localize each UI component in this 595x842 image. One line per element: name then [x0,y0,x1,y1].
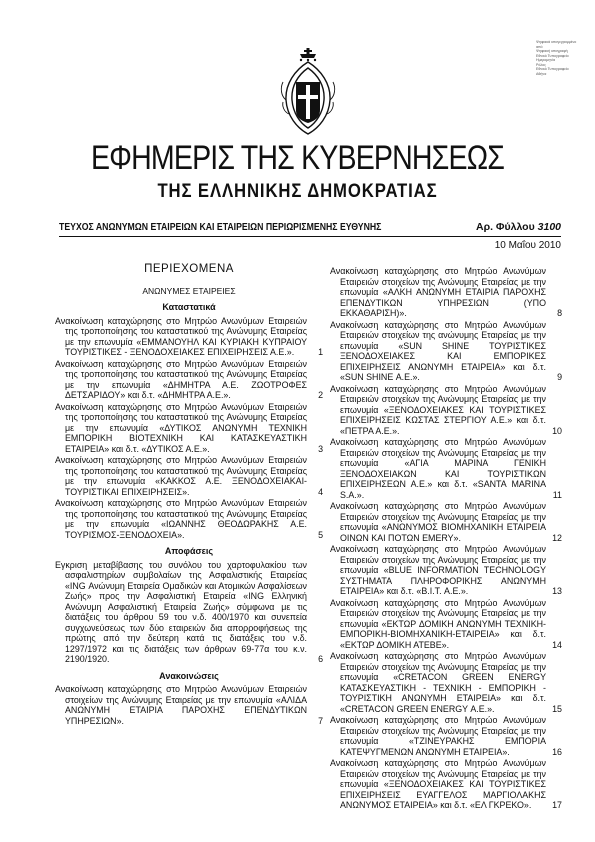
stamp-line: Εθνικό Τυπογραφείο [536,67,569,71]
contents-left-column [55,264,323,727]
entry-text: Ανακοίνωση καταχώρησης στο Μητρώο Ανωνύμων Εταιρειών στοιχείων της Ανώνυμης Εταιρείας με την επωνυμία «CRETACON GREEN ENERGY ΚΑΤΑΣΚΕΥΑΣΤΙΚΗ - ΤΕΧΝΙΚΗ - ΕΜΠΟΡΙΚΗ - ΤΟΥΡΙΣΤΙΚΗ ΑΝΩΝΥΜΗ ΕΤΑΙΡΕΙΑ» και δ.τ. «CRETACON GREEN ENERGY Α.Ε.». [330,651,546,714]
entry-page: 9 [557,372,562,382]
subsection-heading: Καταστατικά [162,302,216,312]
entry-page: 11 [552,489,562,500]
contents-entry[interactable] [330,715,562,757]
contents-entry[interactable] [55,455,323,497]
entry-text: Ανακοίνωση καταχώρησης στο Μητρώο Ανωνύμων Εταιρειών της τροποποίησης του καταστατικού της Ανώνυμης Εταιρείας με την επωνυμία «ΙΩΑΝΝΗΣ ΘΕΟΔΩΡΑΚΗΣ Α.Ε. ΤΟΥΡΙΣΜΟΣ-ΞΕΝΟΔΟΧΕΙΑ». [55,498,307,540]
contents-entry[interactable] [55,316,323,358]
entry-text: Ανακοίνωση καταχώρησης στο Μητρώο Ανωνύμων Εταιρειών στοιχείων της Ανώνυμης Εταιρείας με την επωνυμία «ΕΚΤΩΡ ΔΟΜΙΚΗ ΑΝΩΝΥΜΗ ΤΕΧΝΙΚΗ-ΕΜΠΟΡΙΚΗ-ΒΙΟΜΗΧΑΝΙΚΗ-ΕΤΑΙΡΕΙΑ» και δ.τ. «ΕΚΤΩΡ ΔΟΜΙΚΗ ΑΤΕΒΕ». [330,597,546,650]
section-heading: ΑΝΩΝΥΜΕΣ ΕΤΑΙΡΕΙΕΣ [142,285,236,296]
entry-page: 2 [318,390,323,400]
contents-entry[interactable] [330,544,562,597]
gazette-title: ΕΦΗΜΕΡΙΣ ΤΗΣ ΚΥΒΕΡΝΗΣΕΩΣ [90,139,505,177]
contents-entry[interactable] [330,266,562,319]
stamp-line: από [536,44,543,49]
entry-page: 5 [318,529,323,540]
entry-page: 7 [318,715,323,726]
issue-header [59,221,561,235]
stamp-line: Ψηφιακά υπογεγραμμένο [536,40,577,44]
contents-entry[interactable] [55,359,323,401]
entry-page: 10 [552,425,562,436]
entry-text: Ανακοίνωση καταχώρησης στο Μητρώο Ανωνύμων Εταιρειών στοιχείων της Ανώνυμης Εταιρείας με την επωνυμία «ΑΛΙΔΑ ΑΝΩΝΥΜΗ ΕΤΑΙΡΙΑ ΠΑΡΟΧΗΣ ΕΠΕΝΔΥΤΙΚΩΝ ΥΠΗΡΕΣΙΩΝ». [55,684,307,726]
contents-entry[interactable] [55,402,323,455]
entry-page: 12 [552,532,562,543]
entry-text: Ανακοίνωση καταχώρησης στο Μητρώο Ανωνύμων Εταιρειών στοιχείων της Ανώνυμης Εταιρείας με την επωνυμία «ΞΕΝΟΔΟΧΕΙΑΚΕΣ ΚΑΙ ΤΟΥΡΙΣΤΙΚΕΣ ΕΠΙΧΕΙΡΗΣΕΙΣ ΕΥΑΓΓΕΛΟΣ ΜΑΡΓΙΟΛΑΚΗΣ ΑΝΩΝΥΜΟΣ ΕΤΑΙΡΕΙΑ» και δ.τ. «ΕΛ ΓΚΡΕΚΟ». [330,758,546,810]
stamp-line: Αθήνα [536,71,547,76]
contents-entry[interactable] [330,651,562,714]
entry-text: Ανακοίνωση καταχώρησης στο Μητρώο Ανωνύμων Εταιρειών στοιχείων της ανώνυμης Εταιρείας με την επωνυμία «SUN SHINE ΤΟΥΡΙΣΤΙΚΕΣ ΞΕΝΟΔΟΧΕΙΑΚΕΣ ΚΑΙ ΕΜΠΟΡΙΚΕΣ ΕΠΙΧΕΙΡΗΣΕΙΣ ΑΝΩΝΥΜΗ ΕΤΑΙΡΕΙΑ» και δ.τ. «SUN SHINE Α.Ε.». [330,319,546,382]
entry-page: 16 [552,746,562,757]
sheet-label: Αρ. Φύλλου [475,221,535,233]
entry-text: Ανακοίνωση καταχώρησης στο Μητρώο Ανωνύμων Εταιρειών στοιχείων της Ανώνυμης Εταιρείας με την επωνυμία «ΑΝΩΝΥΜΟΣ ΒΙΟΜΗΧΑΝΙΚΗ ΕΤΑΙΡΕΙΑ ΟΙΝΩΝ ΚΑΙ ΠΟΤΩΝ EMERY». [330,501,546,543]
entry-page: 3 [318,443,323,454]
contents-entry[interactable] [330,384,562,437]
entry-text: Εγκριση μεταβίβασης του συνόλου του χαρτοφυλακίου των ασφαλιστηρίων συμβολαίων της Ασφαλιστικής Εταιρείας «ING Ανώνυμη Εταιρεία Ομαδικών και Ατομικών Ασφαλίσεων Ζωής» προς την Ασφαλιστική Εταιρεία «ING Ελληνική Ανώνυμη Ασφαλιστική Εταιρεία Ζωής» σύμφωνα με τις διατάξεις του άρθρου 59 του ν.δ. 400/1970 και συνεπεία συγχωνεύσεως των δύο εταιρειών δια απορροφήσεως της πρώτης από την δεύτερη κατά τις διατάξεις του ν.δ. 1297/1972 και τις διατάξεις των άρθρων 69-77α του κ.ν. 2190/1920. [55,559,307,664]
entry-page: 4 [318,486,323,497]
contents-entry[interactable] [55,560,323,665]
entry-text: Ανακοίνωση καταχώρησης στο Μητρώο Ανωνύμων Εταιρειών στοιχείων της Ανώνυμης Εταιρείας με την επωνυμία «ΑΓΙΑ ΜΑΡΙΝΑ ΓΕΝΙΚΗ ΞΕΝΟΔΟΧΕΙΑΚΩΝ ΚΑΙ ΤΟΥΡΙΣΤΙΚΩΝ ΕΠΙΧΕΙΡΗΣΕΩΝ Α.Ε.» και δ.τ. «SANTA MARINA S.A.». [330,437,546,500]
contents-entry[interactable] [330,437,562,500]
sheet-number-label [476,221,561,233]
subsection-heading: Αποφάσεις [164,546,214,556]
entry-page: 17 [552,800,562,810]
entry-page: 13 [552,586,562,596]
entry-text: Ανακοίνωση καταχώρησης στο Μητρώο Ανωνύμων Εταιρειών στοιχείων της Ανώνυμης Εταιρείας με την επωνυμία «ΞΕΝΟΔΟΧΕΙΑΚΕΣ ΚΑΙ ΤΟΥΡΙΣΤΙΚΕΣ ΕΠΙΧΕΙΡΗΣΕΙΣ ΚΩΣΤΑΣ ΣΤΕΡΓΙΟΥ Α.Ε.» και δ.τ. «ΠΕΤΡΑ Α.Ε.». [330,383,546,436]
stamp-line: Εθνικό Τυπογραφείο [536,53,569,58]
stamp-line: Ψηφιακή υπογραφή [536,49,568,53]
entry-text: Ανακοίνωση καταχώρησης στο Μητρώο Ανωνύμων Εταιρειών στοιχείων της Ανώνυμης Εταιρείας με την επωνυμία «ΑΛΚΗ ΑΝΩΝΥΜΗ ΕΤΑΙΡΙΑ ΠΑΡΟΧΗΣ ΕΠΕΝΔΥΤΙΚΩΝ ΥΠΗΡΕΣΙΩΝ (ΥΠΟ ΕΚΚΑΘΑΡΙΣΗ)». [330,266,546,318]
entry-page: 8 [557,308,562,318]
contents-heading: ΠΕΡΙΕΧΟΜΕΝΑ [144,263,234,275]
greek-coat-of-arms-icon [277,48,339,140]
stamp-line: Ρόλος [536,62,546,67]
sheet-number: 3100 [537,221,561,233]
contents-entry[interactable] [330,320,562,383]
entry-text: Ανακοίνωση καταχώρησης στο Μητρώο Ανωνύμων Εταιρειών της τροποποίησης του καταστατικού της Ανώνυμης Εταιρείας με την επωνυμία «ΔΗΜΗΤΡΑ Α.Ε. ΖΩΟΤΡΟΦΕΣ ΔΕΤΣΑΡΙΔΟΥ» και δ.τ. «ΔΗΜΗΤΡΑ Α.Ε.». [55,358,307,400]
header-rule [59,236,561,237]
series-name: ΤΕΥΧΟΣ ΑΝΩΝΥΜΩΝ ΕΤΑΙΡΕΙΩΝ ΚΑΙ ΕΤΑΙΡΕΙΩΝ ΠΕΡΙΩΡΙΣΜΕΝΗΣ ΕΥΘΥΝΗΣ [59,221,382,233]
contents-entry[interactable] [330,501,562,543]
entry-text: Ανακοίνωση καταχώρησης στο Μητρώο Ανωνύμων Εταιρειών της τροποποίησης του καταστατικού της Ανώνυμης Εταιρείας με την επωνυμία «ΔΥΤΙΚΟΣ ΑΝΩΝΥΜΗ ΤΕΧΝΙΚΗ ΕΜΠΟΡΙΚΗ ΒΙΟΤΕΧΝΙΚΗ ΚΑΙ ΚΑΤΑΣΚΕΥΑΣΤΙΚΗ ΕΤΑΙΡΕΙΑ» και δ.τ. «ΔΥΤΙΚΟΣ Α.Ε.». [55,401,307,454]
contents-entry[interactable] [330,598,562,651]
entry-text: Ανακοίνωση καταχώρησης στο Μητρώο Ανωνύμων Εταιρειών στοιχείων της Ανώνυμης Εταιρείας με την επωνυμία «BLUE INFORMATION TECHNOLOGY ΣΥΣΤΗΜΑΤΑ ΠΛΗΡΟΦΟΡΙΚΗΣ ΑΝΩΝΥΜΗ ΕΤΑΙΡΕΙΑ» και δ.τ. «B.I.T. Α.Ε.». [330,544,546,596]
entry-text: Ανακοίνωση καταχώρησης στο Μητρώο Ανωνύμων Εταιρειών στοιχείων της Ανώνυμης Εταιρείας με την επωνυμία «ΤΖΙΝΕΥΡΑΚΗΣ ΕΜΠΟΡΙΑ ΚΑΤΕΨΥΓΜΕΝΩΝ ΑΝΩΝΥΜΗ ΕΤΑΙΡΕΙΑ». [330,715,546,757]
entry-text: Ανακοίνωση καταχώρησης στο Μητρώο Ανωνύμων Εταιρειών της τροποποίησης του καταστατικού της Ανώνυμης Εταιρείας με την επωνυμία «ΕΜΜΑΝΟΥΗΛ ΚΑΙ ΚΥΡΙΑΚΗ ΚΥΠΡΑΙΟΥ ΤΟΥΡΙΣΤΙΚΕΣ - ΞΕΝΟΔΟΧΕΙΑΚΕΣ ΕΠΙΧΕΙΡΗΣΕΙΣ Α.Ε.». [55,315,307,357]
contents-entry[interactable] [330,758,562,811]
contents-entry[interactable] [55,498,323,540]
entry-page: 1 [318,347,323,357]
entry-page: 15 [552,703,562,714]
subsection-heading: Ανακοινώσεις [159,670,219,681]
stamp-line: Ημερομηνία [536,58,556,62]
contents-entry[interactable] [55,684,323,726]
gazette-subtitle: ΤΗΣ ΕΛΛΗΝΙΚΗΣ ΔΗΜΟΚΡΑΤΙΑΣ [157,181,438,202]
entry-page: 6 [318,654,323,664]
entry-text: Ανακοίνωση καταχώρησης στο Μητρώο Ανωνύμων Εταιρειών της τροποποίησης του καταστατικού της Ανώνυμης Εταιρείας με την επωνυμία «ΚΑΚΚΟΣ Α.Ε. ΞΕΝΟΔΟΧΕΙΑΚΑΙ-ΤΟΥΡΙΣΤΙΚΑΙ ΕΠΙΧΕΙΡΗΣΕΙΣ». [55,455,307,497]
digital-signature-stamp [536,40,582,76]
issue-date: 10 Μαΐου 2010 [494,240,561,251]
contents-right-column [330,266,562,812]
entry-page: 14 [552,639,562,650]
